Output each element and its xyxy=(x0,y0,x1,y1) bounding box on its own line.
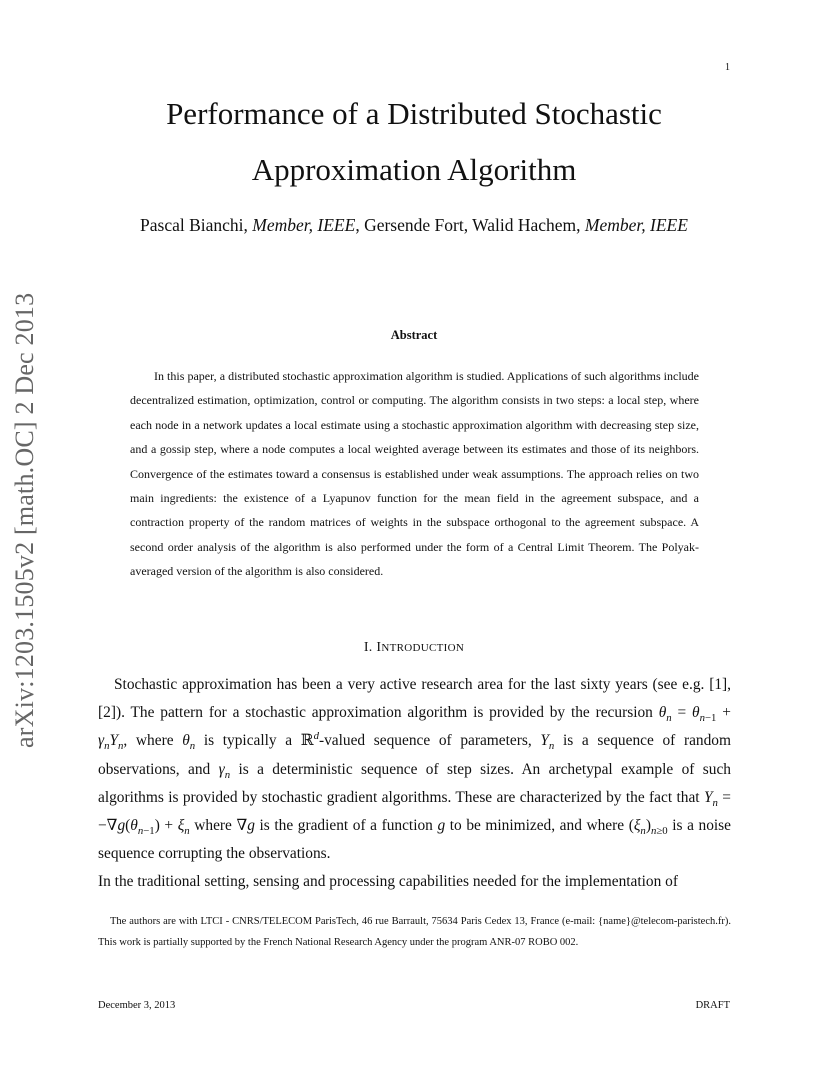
math-nabla-g: ∇g xyxy=(236,817,255,835)
intro-text-segment: Stochastic approximation has been a very active research area for the last sixty years (see e.g. [1], [2]). The pattern for a stochastic approximation algorithm is provided by the recursion xyxy=(98,676,731,722)
intro-text-segment: is typically a xyxy=(203,732,293,750)
intro-text-segment: to be minimized, and where xyxy=(449,817,625,835)
math-g: g xyxy=(437,817,446,835)
authors-fort-hachem: , Gersende Fort, Walid Hachem, xyxy=(355,215,581,235)
section-initial: I xyxy=(376,640,382,655)
section-heading xyxy=(0,640,828,656)
arxiv-stamp: arXiv:1203.1505v2 [math.OC] 2 Dec 2013 xyxy=(10,292,39,748)
math-recursion: $\theta_n = \theta_{n-1} + \gamma_nY_n$ xyxy=(98,704,731,753)
intro-text-segment: is a noise sequence corrupting the observations. xyxy=(98,817,731,863)
abstract-heading: Abstract xyxy=(390,328,438,342)
math-theta-n: $\theta_n$ xyxy=(182,732,196,753)
section-number: I. xyxy=(363,640,373,655)
math-rd: ℝ$^d$ xyxy=(300,730,319,750)
intro-paragraph-1 xyxy=(98,671,731,868)
intro-text-segment: is the gradient of a function xyxy=(259,817,433,835)
intro-text-segment: where xyxy=(194,817,232,835)
math-gradient-update: $Y_n = -\nabla g(\theta_{n-1}) + \xi_n$ xyxy=(98,788,731,838)
author-role: Member, IEEE xyxy=(584,215,688,235)
math-gamma-n: $\gamma_n$ xyxy=(218,760,231,781)
intro-text-segment: , where xyxy=(123,732,174,750)
abstract-text: In this paper, a distributed stochastic approximation algorithm is studied. Applications of such algorithms include decentralized estimation, optimization, control or computing. The algorithm consists in two steps: a local step, where each node in a network updates a local estimate using a stochastic approximation algorithm with decreasing step size, and a gossip step, where a node computes a local weighted average between its estimates and those of its neighbors. Convergence of the estimates toward a consensus is established under weak assumptions. The approach relies on two main ingredients: the existence of a Lyapunov function for the mean field in the agreement subspace, and a contraction property of the random matrices of weights in the subspace orthogonal to the agreement subspace. A second order analysis of the algorithm is also performed under the form of a Central Limit Theorem. The Polyak-averaged version of the algorithm is also considered. xyxy=(130,369,699,579)
author-bianchi: Pascal Bianchi, xyxy=(140,215,248,235)
intro-text-segment: -valued sequence of parameters, xyxy=(318,732,532,750)
intro-paragraph-2: In the traditional setting, sensing and processing capabilities needed for the implementation of xyxy=(98,873,678,891)
authors xyxy=(0,215,828,236)
footer-draft: DRAFT xyxy=(695,1000,730,1011)
page-number: 1 xyxy=(725,62,730,73)
title-line-1: Performance of a Distributed Stochastic xyxy=(166,96,662,131)
footer-date: December 3, 2013 xyxy=(98,1000,176,1011)
title-line-2: Approximation Algorithm xyxy=(251,152,577,187)
introduction-text xyxy=(98,671,731,897)
section-title-rest: NTRODUCTION xyxy=(381,642,465,654)
intro-text-segment: is a deterministic sequence of step sizes. An archetypal example of such algorithms is provided by stochastic gradient algorithms. These are characterized by the fact that xyxy=(98,760,731,806)
math-y-n: $Y_n$ xyxy=(540,732,555,753)
intro-text-segment: is a sequence of random observations, and xyxy=(98,732,731,778)
author-role: Member, IEEE xyxy=(252,215,356,235)
footnote: The authors are with LTCI - CNRS/TELECOM ParisTech, 46 rue Barrault, 75634 Paris Cedex 13, France (e-mail: {name}@telecom-paristech.fr). This work is partially supported by the French National Research Agency under the program ANR-07 ROBO 002. xyxy=(98,916,731,948)
math-xi-sequence: $(\xi_n)_{n\ge 0}$ xyxy=(628,817,668,838)
